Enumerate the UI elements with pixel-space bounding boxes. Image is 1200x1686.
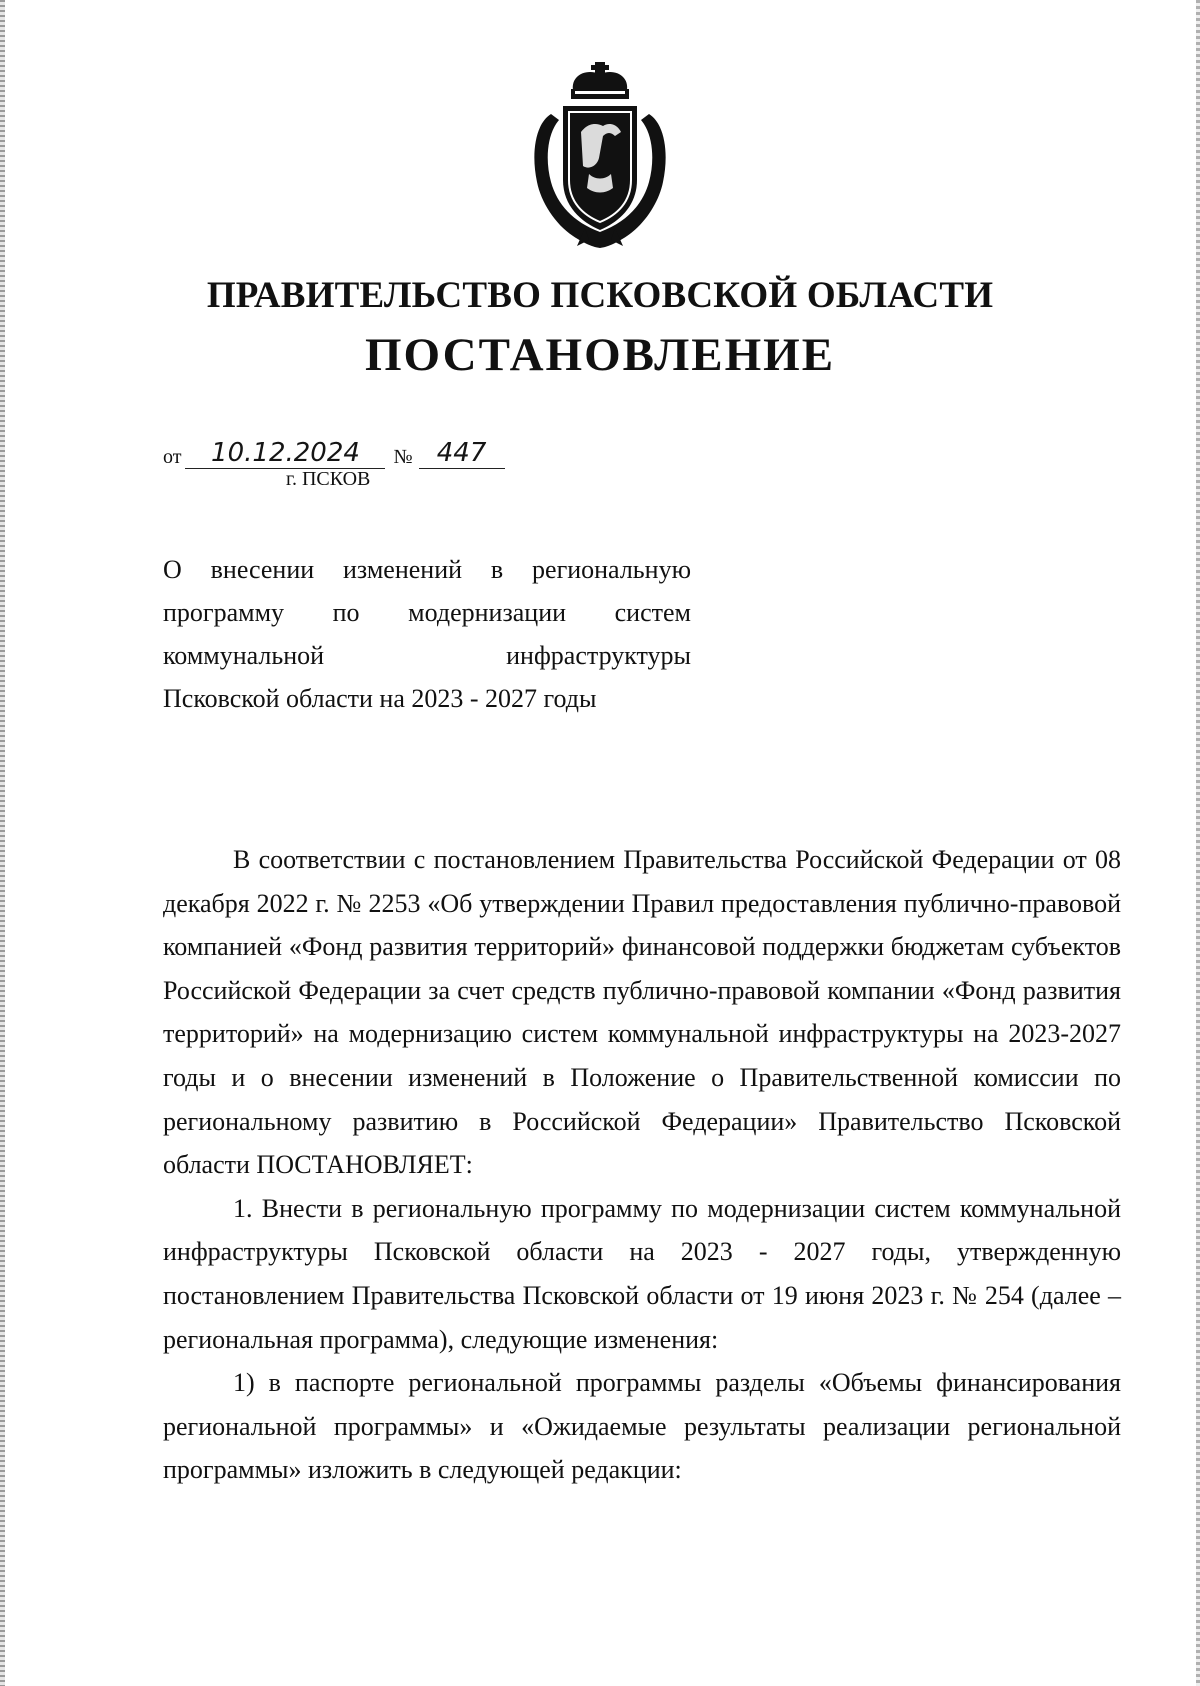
number-prefix: № [393, 446, 413, 468]
document-body [163, 838, 1121, 1492]
document-type-title: ПОСТАНОВЛЕНИЕ [364, 329, 836, 381]
coat-of-arms-icon [529, 62, 671, 248]
city-label: г. ПСКОВ [286, 468, 371, 490]
scan-edge-left [0, 0, 5, 1686]
date-number-line [163, 438, 505, 469]
subject-line: программу по модернизации систем [163, 598, 691, 627]
document-subject [163, 548, 691, 720]
scan-edge-right [1196, 0, 1200, 1686]
body-paragraph-item-1: 1. Внести в региональную программу по модернизации систем коммунальной инфраструктуры Псковской области на 2023 - 2027 годы, утвержденную постановлением Правительства Псковской области от 19 июня 2023 г. № 254 (далее – региональная программа), следующие изменения: [163, 1193, 1121, 1354]
subject-line: Псковской области на 2023 - 2027 годы [163, 684, 597, 713]
subject-line: коммунальной инфраструктуры [163, 641, 691, 670]
body-paragraph-preamble: В соответствии с постановлением Правительства Российской Федерации от 08 декабря 2022 г. № 2253 «Об утверждении Правил предоставления публично-правовой компанией «Фонд развития территорий» финансовой поддержки бюджетам субъектов Российской Федерации за счет средств публично-правовой компании «Фонд развития территорий» на модернизацию систем коммунальной инфраструктуры на 2023-2027 годы и о внесении изменений в Положение о Правительственной комиссии по региональному развитию в Российской Федерации» Правительство Псковской области ПОСТАНОВЛЯЕТ: [163, 845, 1121, 1180]
body-paragraph-subitem-1: 1) в паспорте региональной программы разделы «Объемы финансирования региональной программы» и «Ожидаемые результаты реализации региональной программы» изложить в следующей редакции: [163, 1368, 1121, 1485]
organization-title: ПРАВИТЕЛЬСТВО ПСКОВСКОЙ ОБЛАСТИ [206, 275, 994, 316]
subject-line: О внесении изменений в региональную [163, 555, 691, 584]
document-date: 10.12.2024 [185, 438, 385, 469]
date-prefix: от [163, 446, 182, 468]
document-number: 447 [419, 438, 505, 469]
